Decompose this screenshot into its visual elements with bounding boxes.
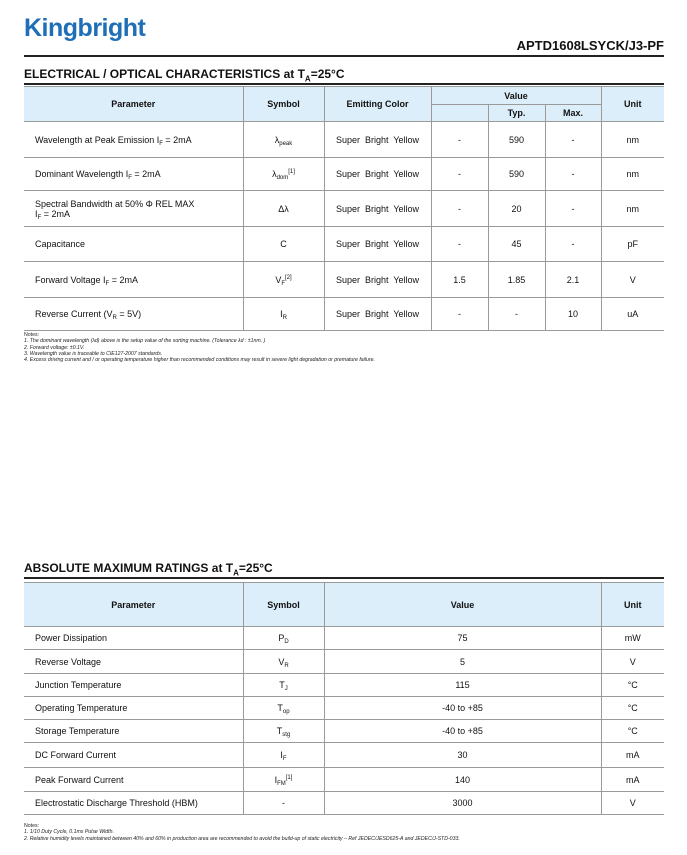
table-row	[24, 650, 664, 674]
cell-typ: 590	[488, 158, 545, 191]
cell-unit: °C	[601, 697, 664, 720]
symbol-main: T	[276, 726, 283, 736]
cell-min: -	[431, 122, 488, 158]
symbol-main: I	[274, 774, 278, 785]
cell-symbol	[243, 768, 324, 792]
header-parameter: Parameter	[24, 583, 243, 627]
cell-symbol	[243, 227, 324, 262]
cell-typ: 45	[488, 227, 545, 262]
cell-max: 2.1	[545, 262, 601, 298]
cell-unit: mA	[601, 743, 664, 768]
parameter-text-line2: I	[35, 208, 38, 219]
table-row	[24, 298, 664, 331]
cell-parameter	[24, 227, 243, 262]
parameter-text: Capacitance	[35, 239, 86, 249]
symbol-subscript: J	[284, 686, 288, 692]
note-line: 2. Relative humidity levels maintained between 40% and 60% in production area are recommended to avoid the build-up of static electricity – Ref JEDEC/JESD625-A and JEDEC/J-STD-033.	[24, 835, 460, 842]
header-unit: Unit	[601, 583, 664, 627]
cell-max: -	[545, 122, 601, 158]
symbol-subscript: peak	[279, 140, 293, 147]
parameter-text: Spectral Bandwidth at 50% Φ REL MAX	[35, 198, 195, 209]
symbol-main: P	[278, 633, 285, 643]
cell-symbol	[243, 697, 324, 720]
symbol-main: Δλ	[278, 203, 289, 214]
cell-symbol	[243, 627, 324, 650]
cell-typ: -	[488, 298, 545, 331]
cell-parameter: Storage Temperature	[24, 720, 243, 743]
cell-min: -	[431, 191, 488, 227]
absolute-notes	[24, 823, 460, 842]
cell-parameter: Junction Temperature	[24, 674, 243, 697]
symbol-subscript: stg	[282, 732, 291, 738]
parameter-text: Dominant Wavelength I	[35, 169, 129, 179]
symbol-main: T	[277, 703, 283, 713]
parameter-subscript: F	[159, 140, 163, 147]
header-value: Value	[324, 583, 601, 627]
cell-unit: pF	[601, 227, 664, 262]
cell-symbol	[243, 262, 324, 298]
cell-min: -	[431, 298, 488, 331]
cell-emitting-color: Super Bright Yellow	[324, 298, 431, 331]
cell-parameter: Operating Temperature	[24, 697, 243, 720]
header-value: Value	[431, 87, 601, 105]
cell-parameter	[24, 262, 243, 298]
cell-parameter	[24, 298, 243, 331]
parameter-subscript: F	[105, 280, 110, 287]
electrical-characteristics-table	[24, 86, 664, 331]
symbol-note-ref: [1]	[285, 774, 293, 781]
cell-unit: V	[601, 262, 664, 298]
table-row	[24, 122, 664, 158]
parameter-subscript: F	[128, 175, 132, 181]
cell-emitting-color: Super Bright Yellow	[324, 122, 431, 158]
cell-min: 1.5	[431, 262, 488, 298]
table-row	[24, 743, 664, 768]
header-max: Max.	[545, 105, 601, 122]
table-row	[24, 262, 664, 298]
cell-max: 10	[545, 298, 601, 331]
cell-unit: mA	[601, 768, 664, 792]
symbol-subscript: R	[282, 315, 287, 321]
cell-symbol	[243, 792, 324, 815]
cell-parameter: DC Forward Current	[24, 743, 243, 768]
electrical-title-rule	[24, 83, 664, 85]
cell-unit: uA	[601, 298, 664, 331]
cell-parameter	[24, 158, 243, 191]
symbol-main: I	[280, 309, 283, 319]
parameter-subscript: R	[112, 315, 117, 321]
header-symbol: Symbol	[243, 87, 324, 122]
cell-max: -	[545, 191, 601, 227]
symbol-subscript: F	[281, 280, 285, 287]
cell-emitting-color: Super Bright Yellow	[324, 191, 431, 227]
parameter-text: Forward Voltage I	[35, 274, 106, 285]
absolute-section-title: ABSOLUTE MAXIMUM RATINGS at $T_A=25^\circ C$	[24, 561, 273, 578]
cell-typ: 590	[488, 122, 545, 158]
cell-emitting-color: Super Bright Yellow	[324, 262, 431, 298]
cell-parameter	[24, 122, 243, 158]
cell-unit: nm	[601, 191, 664, 227]
cell-unit: °C	[601, 720, 664, 743]
cell-symbol	[243, 122, 324, 158]
cell-value: 140	[324, 768, 601, 792]
cell-symbol	[243, 158, 324, 191]
symbol-main: V	[278, 656, 285, 667]
cell-value: 115	[324, 674, 601, 697]
table-row	[24, 720, 664, 743]
cell-typ: 20	[488, 191, 545, 227]
parameter-condition-line2: = 2mA	[41, 208, 70, 219]
cell-symbol	[243, 650, 324, 674]
parameter-condition: = 2mA	[131, 169, 161, 179]
header-rule	[24, 55, 664, 57]
header-emitting-color: Emitting Color	[324, 87, 431, 122]
cell-value: 30	[324, 743, 601, 768]
symbol-subscript: FM	[277, 780, 286, 787]
cell-min: -	[431, 158, 488, 191]
cell-emitting-color: Super Bright Yellow	[324, 227, 431, 262]
cell-unit: V	[601, 792, 664, 815]
cell-value: 3000	[324, 792, 601, 815]
symbol-main: C	[280, 239, 287, 249]
absolute-ratings-table	[24, 582, 664, 815]
parameter-text: Reverse Current (V	[35, 309, 113, 319]
table-row	[24, 627, 664, 650]
cell-max: -	[545, 158, 601, 191]
table-row	[24, 674, 664, 697]
header-symbol: Symbol	[243, 583, 324, 627]
table-row	[24, 227, 664, 262]
symbol-main: T	[279, 680, 285, 690]
cell-unit: mW	[601, 627, 664, 650]
cell-symbol	[243, 743, 324, 768]
cell-value: -40 to +85	[324, 697, 601, 720]
cell-parameter: Reverse Voltage	[24, 650, 243, 674]
parameter-condition: = 2mA	[109, 274, 138, 285]
cell-unit: nm	[601, 158, 664, 191]
brand-logo: Kingbright	[24, 14, 146, 42]
cell-symbol	[243, 191, 324, 227]
parameter-condition: = 5V)	[116, 309, 142, 319]
cell-value: -40 to +85	[324, 720, 601, 743]
header-unit: Unit	[601, 87, 664, 122]
header-typ: Typ.	[488, 105, 545, 122]
symbol-subscript: dom	[276, 175, 289, 181]
symbol-note-ref: [2]	[285, 274, 292, 281]
symbol-subscript: R	[284, 662, 289, 669]
notes-title: Notes:	[24, 332, 39, 338]
parameter-text: Wavelength at Peak Emission I	[35, 134, 160, 145]
symbol-subscript: op	[282, 709, 290, 715]
electrical-notes	[24, 332, 375, 363]
note-line: 1. 1/10 Duty Cycle, 0.1ms Pulse Width.	[24, 829, 114, 836]
symbol-main: λ	[274, 134, 280, 145]
cell-max: -	[545, 227, 601, 262]
table-row	[24, 792, 664, 815]
cell-value: 75	[324, 627, 601, 650]
cell-symbol	[243, 674, 324, 697]
cell-parameter	[24, 191, 243, 227]
electrical-section-title: ELECTRICAL / OPTICAL CHARACTERISTICS at $T_A=25^\circ C$	[24, 67, 345, 84]
note-line: 3. Wavelength value is traceable to CIE127-2007 standards.	[24, 350, 163, 357]
cell-parameter: Power Dissipation	[24, 627, 243, 650]
table-row	[24, 158, 664, 191]
cell-typ: 1.85	[488, 262, 545, 298]
header-min	[431, 105, 488, 122]
cell-min: -	[431, 227, 488, 262]
symbol-main: I	[280, 750, 283, 760]
note-line: 4. Excess driving current and / or operating temperature higher than recommended conditions may result in severe light degradation or premature failure.	[24, 357, 375, 364]
parameter-condition: = 2mA	[162, 134, 192, 145]
header-parameter: Parameter	[24, 87, 243, 122]
symbol-main: V	[275, 274, 282, 285]
cell-unit: °C	[601, 674, 664, 697]
table-row	[24, 697, 664, 720]
cell-unit: nm	[601, 122, 664, 158]
symbol-subscript: F	[282, 756, 287, 762]
absolute-title-rule	[24, 577, 664, 579]
symbol-main: λ	[272, 169, 277, 179]
cell-unit: V	[601, 650, 664, 674]
cell-symbol	[243, 298, 324, 331]
cell-value: 5	[324, 650, 601, 674]
part-number: APTD1608LSYCK/J3-PF	[516, 38, 664, 53]
symbol-note-ref: [1]	[288, 169, 295, 175]
cell-parameter: Electrostatic Discharge Threshold (HBM)	[24, 792, 243, 815]
parameter-subscript-line2: F	[37, 214, 42, 221]
note-line: 1. The dominant wavelength (λd) above is the setup value of the sorting machine. (Tolerance λd : ±1nm. )	[24, 338, 266, 345]
cell-emitting-color: Super Bright Yellow	[324, 158, 431, 191]
cell-parameter: Peak Forward Current	[24, 768, 243, 792]
cell-symbol	[243, 720, 324, 743]
table-row	[24, 191, 664, 227]
table-row	[24, 768, 664, 792]
note-line: 2. Forward voltage: ±0.1V.	[24, 344, 85, 351]
notes-title: Notes:	[24, 823, 39, 829]
symbol-main: -	[282, 798, 285, 808]
symbol-subscript: D	[284, 639, 289, 645]
